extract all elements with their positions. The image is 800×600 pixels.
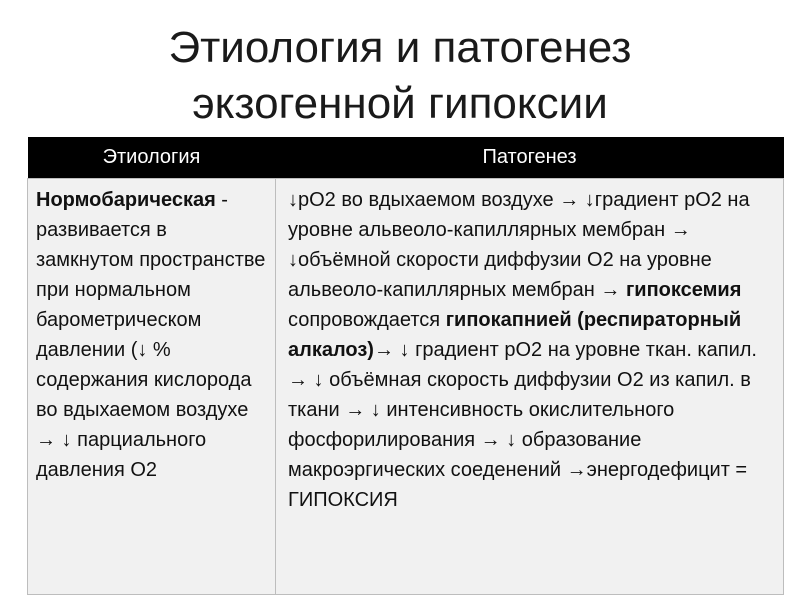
etiology-term: Нормобарическая — [36, 189, 216, 211]
etiology-description: - развивается в замкнутом пространстве при нормальном барометрическом давлении (↓ % содержания кислорода во вдыхаемом воздухе → ↓ парциального давления О2 — [36, 189, 266, 481]
pathogenesis-text-1: ↓рО2 во вдыхаемом воздухе → ↓градиент рО2 на уровне альвеоло-капиллярных мембран → ↓объёмной скорости диффузии О2 на уровне альвеоло-капиллярных мембран → — [288, 189, 750, 301]
pathogenesis-text-3: → ↓ градиент рО2 на уровне ткан. капил. → ↓ объёмная скорость диффузии О2 из капил. в ткани → ↓ интенсивность окислительного фосфорилирования → ↓ образование макроэргических соеденений →энергодефицит = ГИПОКСИЯ — [288, 339, 757, 511]
term-hypocapnia: гипокапнией (респираторный алкалоз) — [288, 309, 742, 361]
term-hypoxemia: гипоксемия — [625, 279, 742, 301]
etiology-pathogenesis-table — [27, 137, 784, 595]
etiology-cell — [28, 179, 276, 595]
header-pathogenesis: Патогенез — [276, 137, 784, 179]
slide-title — [0, 20, 800, 132]
pathogenesis-cell — [276, 179, 784, 595]
table-header-row — [28, 137, 784, 179]
header-etiology: Этиология — [28, 137, 276, 179]
title-line-1: Этиология и патогенез — [168, 23, 632, 72]
table-row — [28, 179, 784, 595]
pathogenesis-text-2: сопровождается — [288, 309, 446, 331]
title-line-2: экзогенной гипоксии — [192, 79, 608, 128]
